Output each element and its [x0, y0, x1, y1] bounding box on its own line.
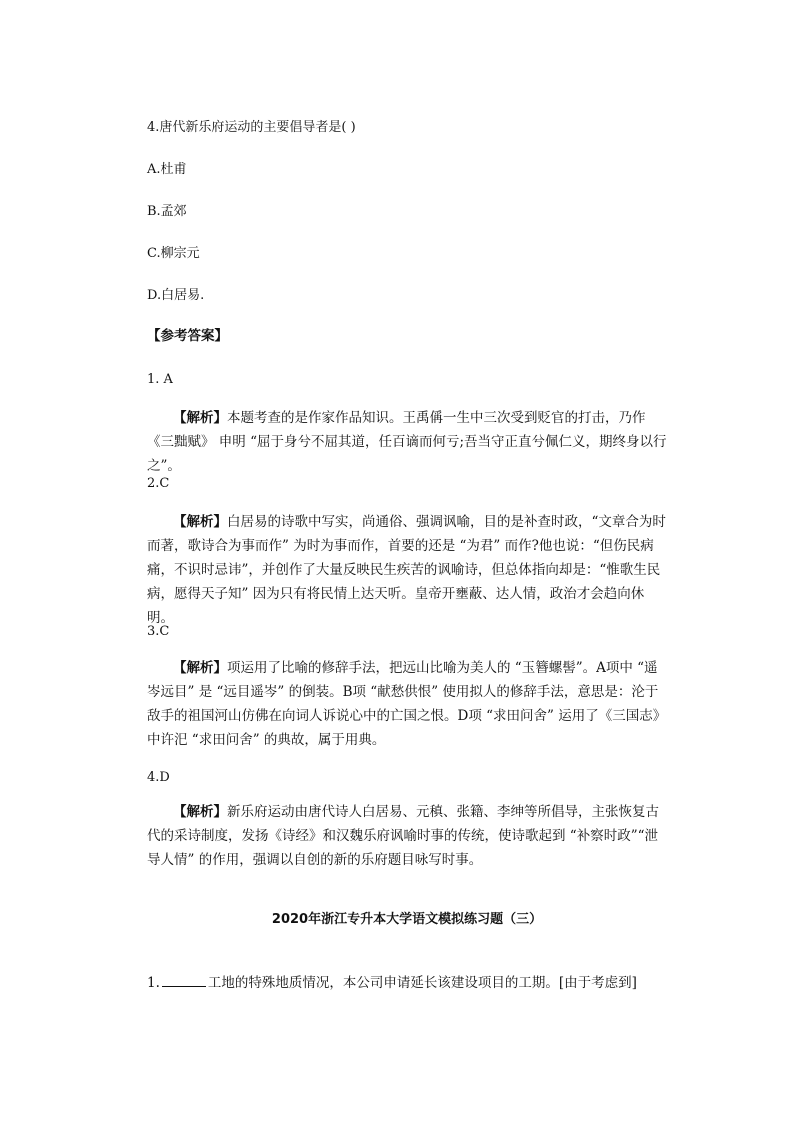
option-a: A.杜甫: [147, 162, 187, 177]
answer-4-number: 4.D: [147, 770, 170, 785]
explanation-tag: 【解析】: [173, 804, 227, 820]
explanation-text: 项运用了比喻的修辞手法，把远山比喻为美人的 “玉簪螺髻”。A项中 “遥岑远目” 是 “远目遥岑” 的倒装。B项 “献愁供恨” 使用拟人的修辞手法，意思是：沦于敌手的祖国河山仿佛在向词人诉说心中的亡国之恨。D项 “求田问舍” 运用了《三国志》中许汜 “求田问舍” 的典故，属于用典。: [147, 660, 667, 748]
explanation-tag: 【解析】: [173, 660, 227, 676]
answers-heading: 【参考答案】: [147, 328, 228, 344]
next-question: [147, 974, 637, 991]
answer-1-explanation: [147, 406, 667, 478]
question-4-stem: 4.唐代新乐府运动的主要倡导者是( ): [147, 120, 356, 135]
section-title: 2020年浙江专升本大学语文模拟练习题（三）: [271, 912, 543, 927]
answer-4-explanation: [147, 800, 667, 872]
answer-blank[interactable]: [162, 974, 206, 987]
explanation-text: 新乐府运动由唐代诗人白居易、元稹、张籍、李绅等所倡导，主张恢复古代的采诗制度，发扬《诗经》和汉魏乐府讽喻时事的传统，使诗歌起到 “补察时政”“泄导人情” 的作用，强调以自创的新的乐府题目咏写时事。: [147, 804, 659, 868]
option-b: B.孟郊: [147, 204, 187, 219]
answer-2-number: 2.C: [147, 476, 170, 491]
answer-1-number: 1. A: [147, 372, 173, 387]
next-question-number: 1.: [147, 975, 160, 991]
explanation-text: 白居易的诗歌中写实，尚通俗、强调讽喻，目的是补查时政，“文章合为时而著，歌诗合为事而作” 为时为事而作，首要的还是 “为君” 而作?他也说：“但伤民病痛，不识时忌讳”，并创作了大量反映民生疾苦的讽喻诗，但总体指向却是：“惟歌生民病，愿得天子知” 因为只有将民情上达天听。皇帝开壅蔽、达人情，政治才会趋向休明。: [147, 514, 666, 626]
answer-3-explanation: [147, 656, 667, 752]
next-question-text: 工地的特殊地质情况，本公司申请延长该建设项目的工期。[由于考虑到]: [207, 975, 637, 991]
answer-3-number: 3.C: [147, 624, 170, 639]
option-d: D.白居易.: [147, 288, 205, 303]
option-c: C.柳宗元: [147, 246, 200, 261]
explanation-tag: 【解析】: [173, 514, 227, 530]
answer-2-explanation: [147, 510, 667, 630]
explanation-text: 本题考查的是作家作品知识。王禹偁一生中三次受到贬官的打击，乃作《三黜赋》 申明 “屈于身兮不屈其道，任百谪而何亏;吾当守正直兮佩仁义，期终身以行之”。: [147, 410, 667, 474]
explanation-tag: 【解析】: [173, 410, 227, 426]
